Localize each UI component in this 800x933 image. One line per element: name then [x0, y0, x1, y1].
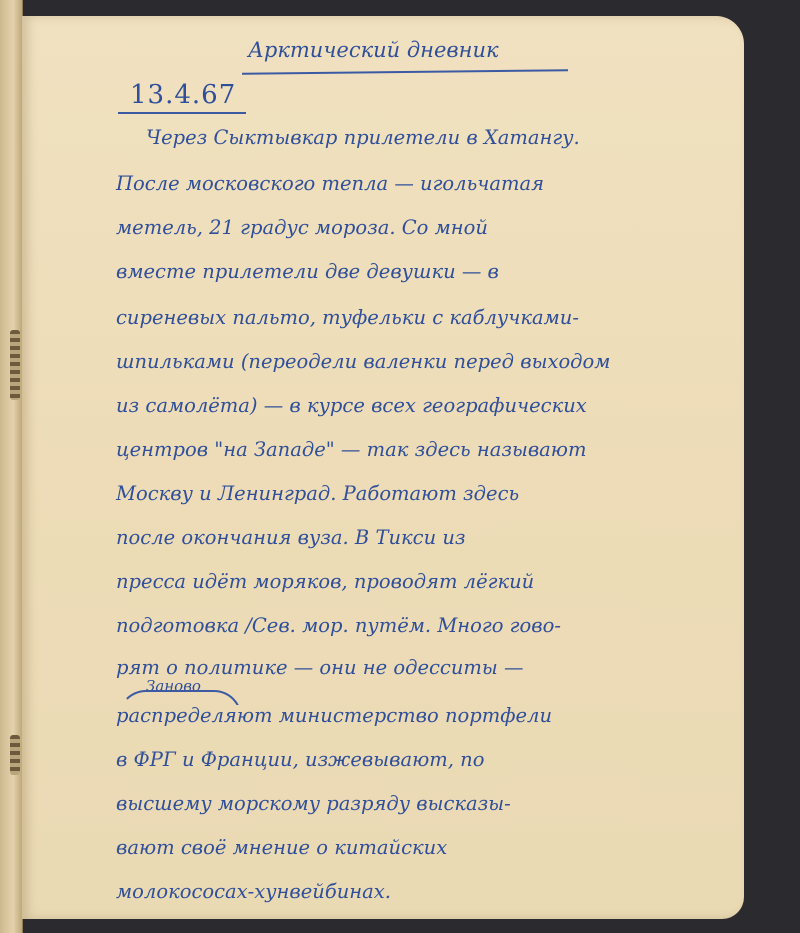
handwritten-line: центров "на Западе" — так здесь называют: [116, 438, 587, 461]
handwritten-line: Москву и Ленинград. Работают здесь: [116, 482, 520, 505]
page-title: Арктический дневник: [248, 38, 499, 62]
handwritten-line: из самолёта) — в курсе всех географических: [116, 394, 587, 417]
date-underline: [118, 112, 246, 114]
handwritten-line: сиреневых пальто, туфельки с каблучками-: [116, 306, 579, 329]
handwritten-line: подготовка /Сев. мор. путём. Много гово-: [116, 614, 561, 637]
handwritten-line: пресса идёт моряков, проводят лёгкий: [116, 570, 535, 593]
handwritten-line: рят о политике — они не одесситы —: [116, 656, 524, 679]
binding-stitch: [10, 330, 20, 400]
handwritten-line: распределяют министерство портфели: [116, 704, 553, 727]
inserted-word: Заново: [146, 677, 201, 695]
handwritten-line: Через Сыктывкар прилетели в Хатангу.: [146, 126, 580, 149]
handwritten-line: в ФРГ и Франции, изжевывают, по: [116, 748, 485, 771]
binding-stitch: [10, 735, 20, 775]
entry-date: 13.4.67: [130, 80, 237, 110]
handwritten-line: после окончания вуза. В Тикси из: [116, 526, 466, 549]
left-page-edge: [0, 0, 23, 933]
notebook-page: [22, 16, 744, 919]
handwritten-line: молокососах-хунвейбинах.: [116, 880, 391, 903]
handwritten-line: шпильками (переодели валенки перед выходом: [116, 350, 611, 373]
handwritten-line: вместе прилетели две девушки — в: [116, 260, 499, 283]
handwritten-line: высшему морскому разряду высказы-: [116, 792, 511, 815]
handwritten-line: вают своё мнение о китайских: [116, 836, 448, 859]
handwritten-line: метель, 21 градус мороза. Со мной: [116, 216, 488, 239]
handwritten-line: После московского тепла — игольчатая: [116, 172, 544, 195]
